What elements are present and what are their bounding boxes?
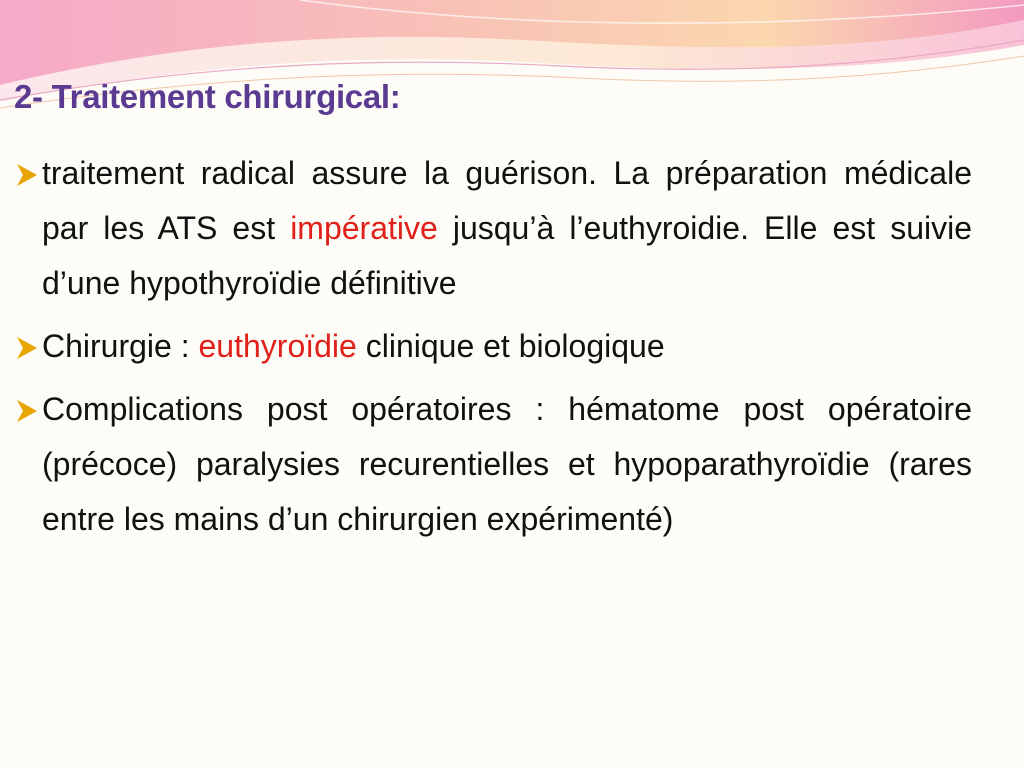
bullet-text: Complications post opératoires : hématome post opératoire (précoce) paralysies recurentielles et hypoparathyroïdie (rares entre les mains d’un chirurgien expérimenté) (42, 391, 972, 537)
highlighted-text: impérative (290, 210, 438, 246)
highlighted-text: euthyroïdie (198, 328, 357, 364)
bullet-text: jusqu’à l’euthyroidie. Elle est suivie d’une hypothyroïdie définitive (42, 210, 973, 301)
bullet-item (14, 146, 972, 311)
bullet-text: traitement radical assure la guérison. La préparation médicale par les ATS est (42, 155, 972, 246)
bullet-list (14, 146, 972, 555)
arrow-bullet-icon (14, 398, 40, 424)
bullet-text: clinique et biologique (356, 328, 665, 364)
header-wave-decoration (0, 0, 1024, 140)
slide-title: 2- Traitement chirurgical: (14, 78, 401, 115)
arrow-bullet-icon (14, 162, 40, 188)
bullet-item (14, 382, 972, 547)
arrow-bullet-icon (14, 335, 40, 361)
bullet-text: Chirurgie : (42, 328, 199, 364)
bullet-item (14, 319, 972, 374)
